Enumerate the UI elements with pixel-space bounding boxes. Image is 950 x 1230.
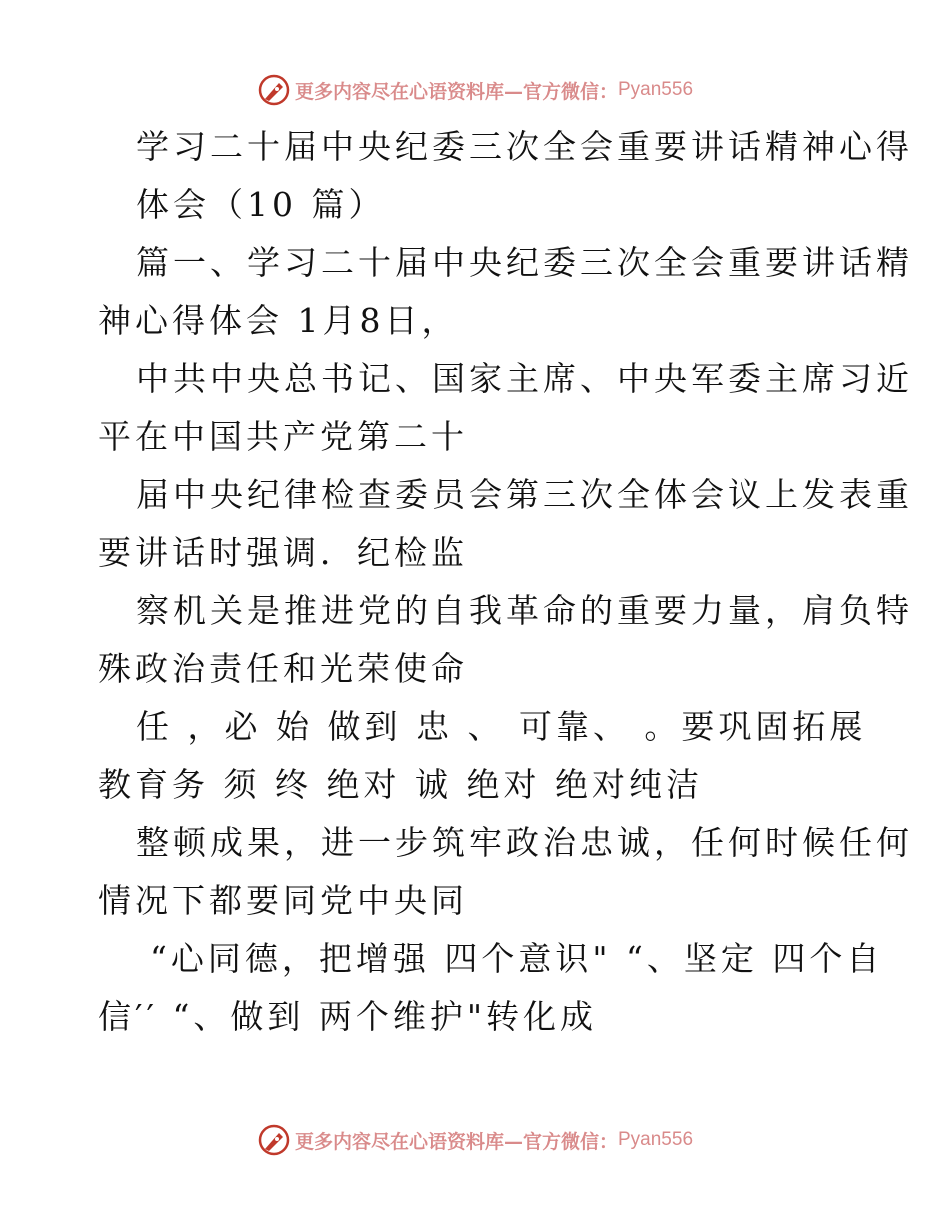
doc-line: 要讲话时强调．纪检监 (98, 533, 468, 572)
banner-wechat-id: Pyan556 (618, 79, 694, 100)
footer-banner (0, 1120, 950, 1160)
banner-text: 更多内容尽在心语资料库—官方微信： (294, 1130, 618, 1153)
header-banner (0, 70, 950, 110)
doc-line: 平在中国共产党第二十 (98, 417, 468, 456)
doc-line: 教育务 须 终 绝对 诚 绝对 绝对纯洁 (98, 765, 703, 804)
doc-line: 信′′ “、做到 两个维护"转化成 (98, 997, 598, 1036)
doc-line: 届中央纪律检查委员会第三次全体会议上发表重 (136, 475, 913, 514)
doc-line: 中共中央总书记、国家主席、中央军委主席习近 (136, 359, 913, 398)
pen-nib-logo-icon (257, 73, 291, 107)
doc-line: 体会（10 篇） (136, 185, 386, 224)
banner-wechat-id: Pyan556 (618, 1129, 694, 1150)
pen-nib-logo-icon (257, 1123, 291, 1157)
doc-line: “心同德，把增强 四个意识" “、坚定 四个自 (150, 939, 884, 978)
banner-text: 更多内容尽在心语资料库—官方微信： (294, 80, 618, 103)
doc-line: 学习二十届中央纪委三次全会重要讲话精神心得 (136, 127, 913, 166)
doc-line: 任 ，必 始 做到 忠 、 可靠、 。要巩固拓展 (136, 707, 867, 746)
doc-line: 殊政治责任和光荣使命 (98, 649, 468, 688)
doc-line: 篇一、学习二十届中央纪委三次全会重要讲话精 (136, 243, 913, 282)
doc-line: 整顿成果，进一步筑牢政治忠诚，任何时候任何 (136, 823, 913, 862)
doc-line: 神心得体会 1月8日， (98, 301, 459, 340)
doc-line: 情况下都要同党中央同 (98, 881, 468, 920)
document-body (98, 118, 913, 1046)
doc-line: 察机关是推进党的自我革命的重要力量，肩负特 (136, 591, 913, 630)
